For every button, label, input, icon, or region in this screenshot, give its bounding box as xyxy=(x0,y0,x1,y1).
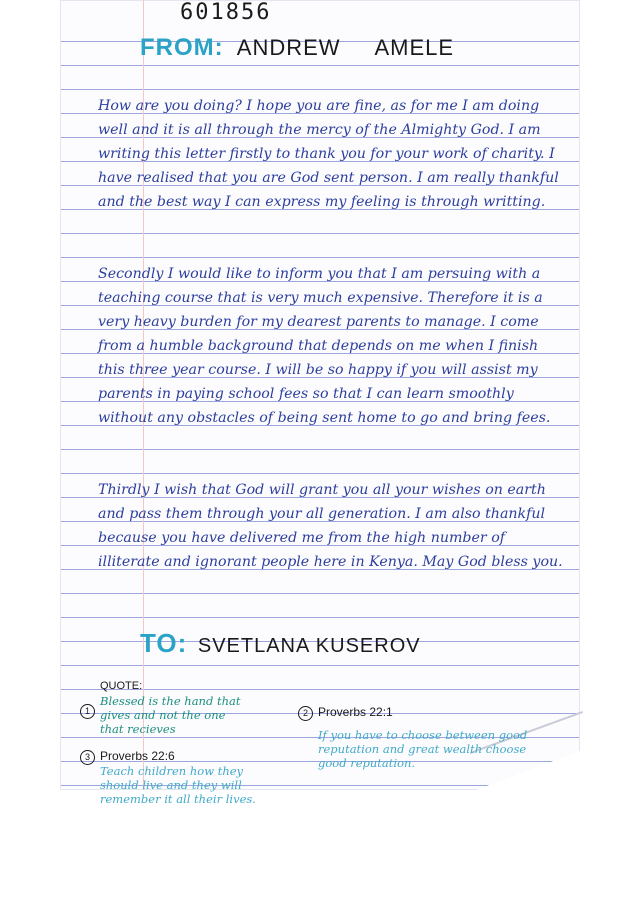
quote-reference-3: Proverbs 22:6 xyxy=(100,749,175,763)
letter-paragraph-3: Thirdly I wish that God will grant you all your wishes on earth and pass them through your all generation. I am also thankful because you have delivered me from the high number of illiterate and ignorant people here in Kenya. May God bless you. xyxy=(98,482,563,570)
quote-text-2: If you have to choose between good reputation and great wealth choose good reputation. xyxy=(318,728,528,770)
from-line xyxy=(140,34,454,62)
to-label: TO: xyxy=(140,628,188,658)
letter-paragraph-1: How are you doing? I hope you are fine, as for me I am doing well and it is all through the mercy of the Almighty God. I am writing this letter firstly to thank you for your work of charity. I have realised that you are God sent person. I am really thankful and the best way I can express my feeling is through writting. xyxy=(98,98,559,210)
from-label: FROM: xyxy=(140,34,224,61)
quote-text-1: Blessed is the hand that gives and not the one that recieves xyxy=(100,694,241,736)
recipient-name: SVETLANA KUSEROV xyxy=(197,635,421,657)
sender-name: ANDREW AMELE xyxy=(236,35,455,60)
quote-reference-2: Proverbs 22:1 xyxy=(318,705,393,719)
quote-number-1: 1 xyxy=(80,704,95,719)
quotes-heading: QUOTE: xyxy=(100,680,143,692)
document-id: 601856 xyxy=(180,0,272,25)
quote-number-2: 2 xyxy=(298,706,313,721)
letter-paragraph-2: Secondly I would like to inform you that I am persuing with a teaching course that is very much expensive. Therefore it is a very heavy burden for my dearest parents to manage. I come from a humble background that depends on me when I finish this three year course. I will be so happy if you will assist my parents in paying school fees so that I can learn smoothly without any obstacles of being sent home to go and bring fees. xyxy=(98,266,551,426)
to-line xyxy=(140,628,421,659)
quote-number-3: 3 xyxy=(80,750,95,765)
quote-text-3: Teach children how they should live and they will remember it all their lives. xyxy=(100,764,256,806)
